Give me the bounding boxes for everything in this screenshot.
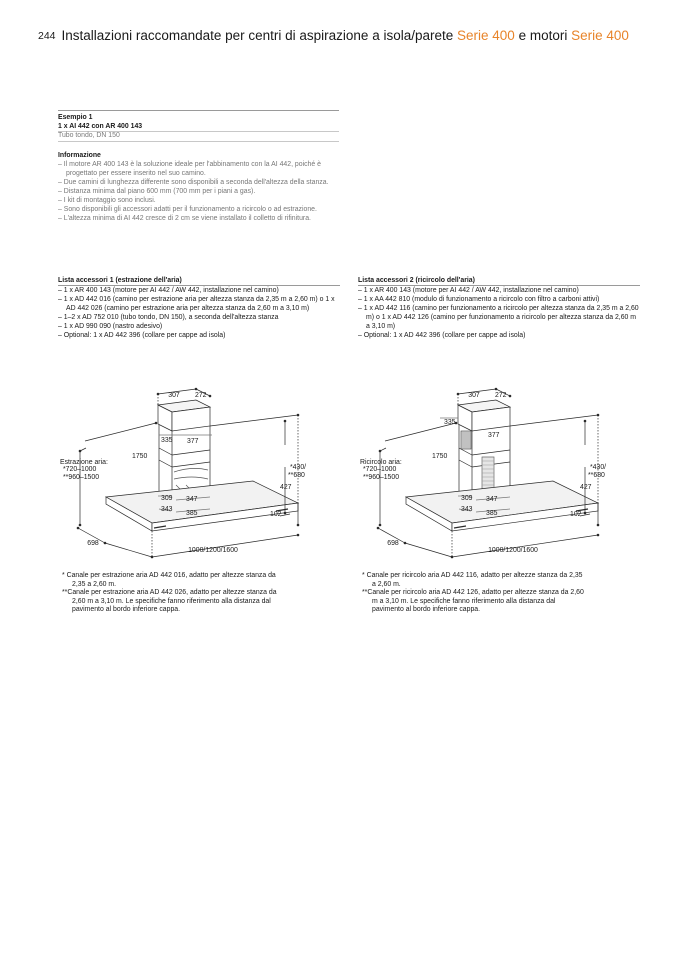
dim-347: 347 bbox=[486, 496, 498, 503]
dim-385: 385 bbox=[486, 510, 498, 517]
accessory-list bbox=[58, 286, 340, 340]
list-heading: Lista accessori 1 (estrazione dell'aria) bbox=[58, 277, 182, 284]
series-label-b: Serie 400 bbox=[571, 28, 629, 43]
dim-680: **680 bbox=[588, 472, 605, 479]
list-item: – 1 x AD 990 090 (nastro adesivo) bbox=[58, 323, 163, 330]
dim-1750: 1750 bbox=[132, 453, 148, 460]
list-item: – Distanza minima dal piano 600 mm (700 mm per i piani a gas). bbox=[58, 188, 256, 195]
dim-335: 335 bbox=[161, 437, 173, 444]
dim-343: 343 bbox=[161, 506, 173, 513]
dim-343: 343 bbox=[461, 506, 473, 513]
list-item: – Il motore AR 400 143 è la soluzione ideale per l'abbinamento con la AI 442, poiché è progettato per essere inserito nel suo camino. bbox=[58, 161, 321, 177]
dim-430: *430/ bbox=[290, 464, 307, 471]
example-subtitle: 1 x AI 442 con AR 400 143 bbox=[58, 123, 143, 130]
divider bbox=[58, 110, 339, 111]
side-value-1: *720–1000 bbox=[363, 466, 397, 473]
dim-width: 1000/1200/1600 bbox=[188, 547, 238, 554]
dim-430: *430/ bbox=[590, 464, 607, 471]
dim-385: 385 bbox=[186, 510, 198, 517]
list-item: – 1–2 x AD 752 010 (tubo tondo, DN 150), a seconda dell'altezza stanza bbox=[58, 314, 279, 321]
footnote: **Canale per ricircolo aria AD 442 126, adatto per altezze stanza da 2,60 m a 3,10 m. Le specifiche fanno riferimento alla distanza dal pavimento al bordo inferiore cappa. bbox=[362, 589, 584, 614]
list-heading: Lista accessori 2 (ricircolo dell'aria) bbox=[358, 277, 475, 284]
dim-307: 307 bbox=[468, 392, 480, 399]
series-label-a: Serie 400 bbox=[457, 28, 515, 43]
example-title: Esempio 1 bbox=[58, 114, 93, 121]
list-item: – 1 x AD 442 116 (camino per funzionamento a ricircolo per altezza stanza da 2,35 m a 2,60 m) o 1 x AD 442 126 (camino per funzionamento a ricircolo per altezza stanza da 2,60 m a 3,10 m) bbox=[358, 305, 639, 330]
dim-309: 309 bbox=[461, 495, 473, 502]
example-description: Tubo tondo, DN 150 bbox=[58, 132, 120, 139]
dim-698: 698 bbox=[87, 540, 99, 547]
title-connector: e motori bbox=[518, 28, 568, 43]
footnote: **Canale per estrazione aria AD 442 026, adatto per altezze stanza da 2,60 m a 3,10 m. Le specifiche fanno riferimento alla distanza dal pavimento al bordo inferiore cappa. bbox=[62, 589, 277, 614]
dim-102: 102 bbox=[570, 511, 582, 518]
page-number: 244 bbox=[38, 30, 56, 42]
side-value-1: *720–1000 bbox=[63, 466, 97, 473]
dim-272: 272 bbox=[195, 392, 207, 399]
example-block bbox=[58, 113, 339, 131]
side-value-2: **960–1500 bbox=[363, 474, 400, 481]
dim-1750: 1750 bbox=[432, 453, 448, 460]
footnotes-recirculation bbox=[362, 572, 584, 615]
dim-698: 698 bbox=[387, 540, 399, 547]
info-block bbox=[58, 151, 338, 223]
list-item: – Due camini di lunghezza differente sono disponibili a seconda dell'altezza della stanza. bbox=[58, 179, 329, 186]
list-item: – Optional: 1 x AD 442 396 (collare per cappe ad isola) bbox=[358, 332, 526, 339]
list-item: – I kit di montaggio sono inclusi. bbox=[58, 197, 156, 204]
accessory-list-1 bbox=[58, 276, 340, 340]
info-heading: Informazione bbox=[58, 152, 101, 159]
list-item: – 1 x AR 400 143 (motore per AI 442 / AW 442, installazione nel camino) bbox=[58, 287, 279, 294]
accessory-list-2 bbox=[358, 276, 640, 340]
dim-102: 102 bbox=[270, 511, 282, 518]
list-item: – 1 x AD 442 016 (camino per estrazione aria per altezza stanza da 2,35 m a 2,60 m) o 1 x AD 442 026 (camino per estrazione aria per altezza stanza da 2,60 m a 3,10 m) bbox=[58, 296, 335, 312]
dim-307: 307 bbox=[168, 392, 180, 399]
dim-335: 335 bbox=[444, 419, 456, 426]
dim-427: 427 bbox=[580, 484, 592, 491]
page-title: Installazioni raccomandate per centri di aspirazione a isola/parete bbox=[61, 28, 454, 43]
divider bbox=[58, 141, 339, 142]
side-label: Estrazione aria: bbox=[60, 459, 108, 466]
info-list bbox=[58, 160, 338, 223]
footnotes-extraction bbox=[62, 572, 284, 615]
page-header bbox=[38, 28, 629, 43]
list-item: – 1 x AR 400 143 (motore per AI 442 / AW 442, installazione nel camino) bbox=[358, 287, 579, 294]
dim-680: **680 bbox=[288, 472, 305, 479]
footnote: * Canale per estrazione aria AD 442 016, adatto per altezze stanza da 2,35 a 2,60 m. bbox=[62, 572, 276, 588]
side-label: Ricircolo aria: bbox=[360, 459, 402, 466]
dim-377: 377 bbox=[187, 438, 199, 445]
dim-width: 1000/1200/1600 bbox=[488, 547, 538, 554]
footnote: * Canale per ricircolo aria AD 442 116, adatto per altezze stanza da 2,35 a 2,60 m. bbox=[362, 572, 583, 588]
side-value-2: **960–1500 bbox=[63, 474, 100, 481]
dim-347: 347 bbox=[186, 496, 198, 503]
hood-diagram-recirculation bbox=[358, 385, 643, 565]
dim-272: 272 bbox=[495, 392, 507, 399]
list-item: – 1 x AA 442 810 (modulo di funzionamento a ricircolo con filtro a carboni attivi) bbox=[358, 296, 600, 303]
dim-377: 377 bbox=[488, 432, 500, 439]
dim-427: 427 bbox=[280, 484, 292, 491]
hood-diagram-extraction bbox=[58, 385, 343, 565]
list-item: – Optional: 1 x AD 442 396 (collare per cappe ad isola) bbox=[58, 332, 226, 339]
list-item: – L'altezza minima di AI 442 cresce di 2 cm se viene installato il colletto di rifinitura. bbox=[58, 215, 311, 222]
dim-309: 309 bbox=[161, 495, 173, 502]
list-item: – Sono disponibili gli accessori adatti per il funzionamento a ricircolo o ad estrazione. bbox=[58, 206, 317, 213]
accessory-list bbox=[358, 286, 640, 340]
